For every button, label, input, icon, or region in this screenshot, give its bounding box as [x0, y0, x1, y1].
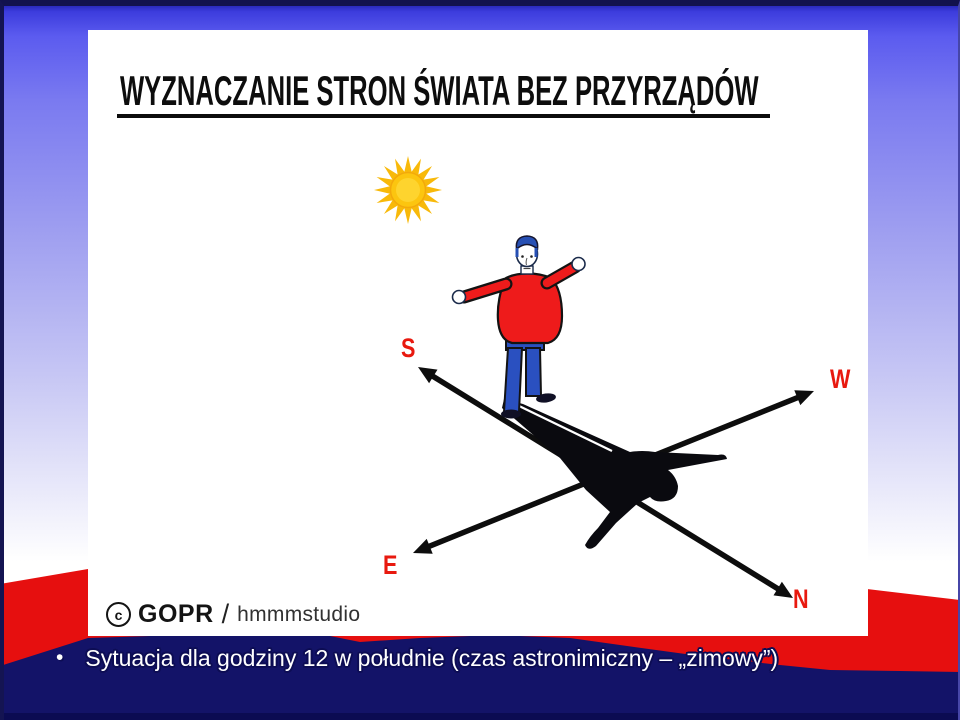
standing-person	[453, 236, 586, 419]
compass-label-west: W	[830, 364, 851, 394]
page-title-text: WYZNACZANIE STRON ŚWIATA BEZ PRZYRZĄDÓW	[120, 67, 759, 114]
credit-line	[106, 599, 360, 630]
credit-separator: /	[221, 599, 230, 629]
sideburn-right	[535, 248, 538, 257]
right-hand	[572, 258, 585, 271]
credit-org: GOPR	[138, 600, 214, 628]
sideburn-left	[516, 248, 519, 257]
left-shoe	[501, 410, 521, 419]
title-underline	[117, 114, 770, 118]
copyright-icon: c	[106, 602, 131, 627]
left-hand	[453, 291, 466, 304]
caption-row	[56, 643, 916, 673]
page-title	[120, 69, 960, 113]
caption-text: Sytuacja dla godziny 12 w południe (czas astronimiczny – „zimowy”)	[85, 645, 779, 671]
compass-label-south: S	[401, 333, 416, 363]
bullet-glyph: •	[56, 646, 64, 669]
compass-label-north: N	[793, 584, 809, 614]
compass-label-east: E	[383, 550, 398, 580]
credit-studio: hmmmstudio	[237, 602, 361, 626]
sun-icon	[374, 156, 442, 224]
sun-core	[396, 178, 420, 202]
person-shadow	[502, 399, 727, 549]
